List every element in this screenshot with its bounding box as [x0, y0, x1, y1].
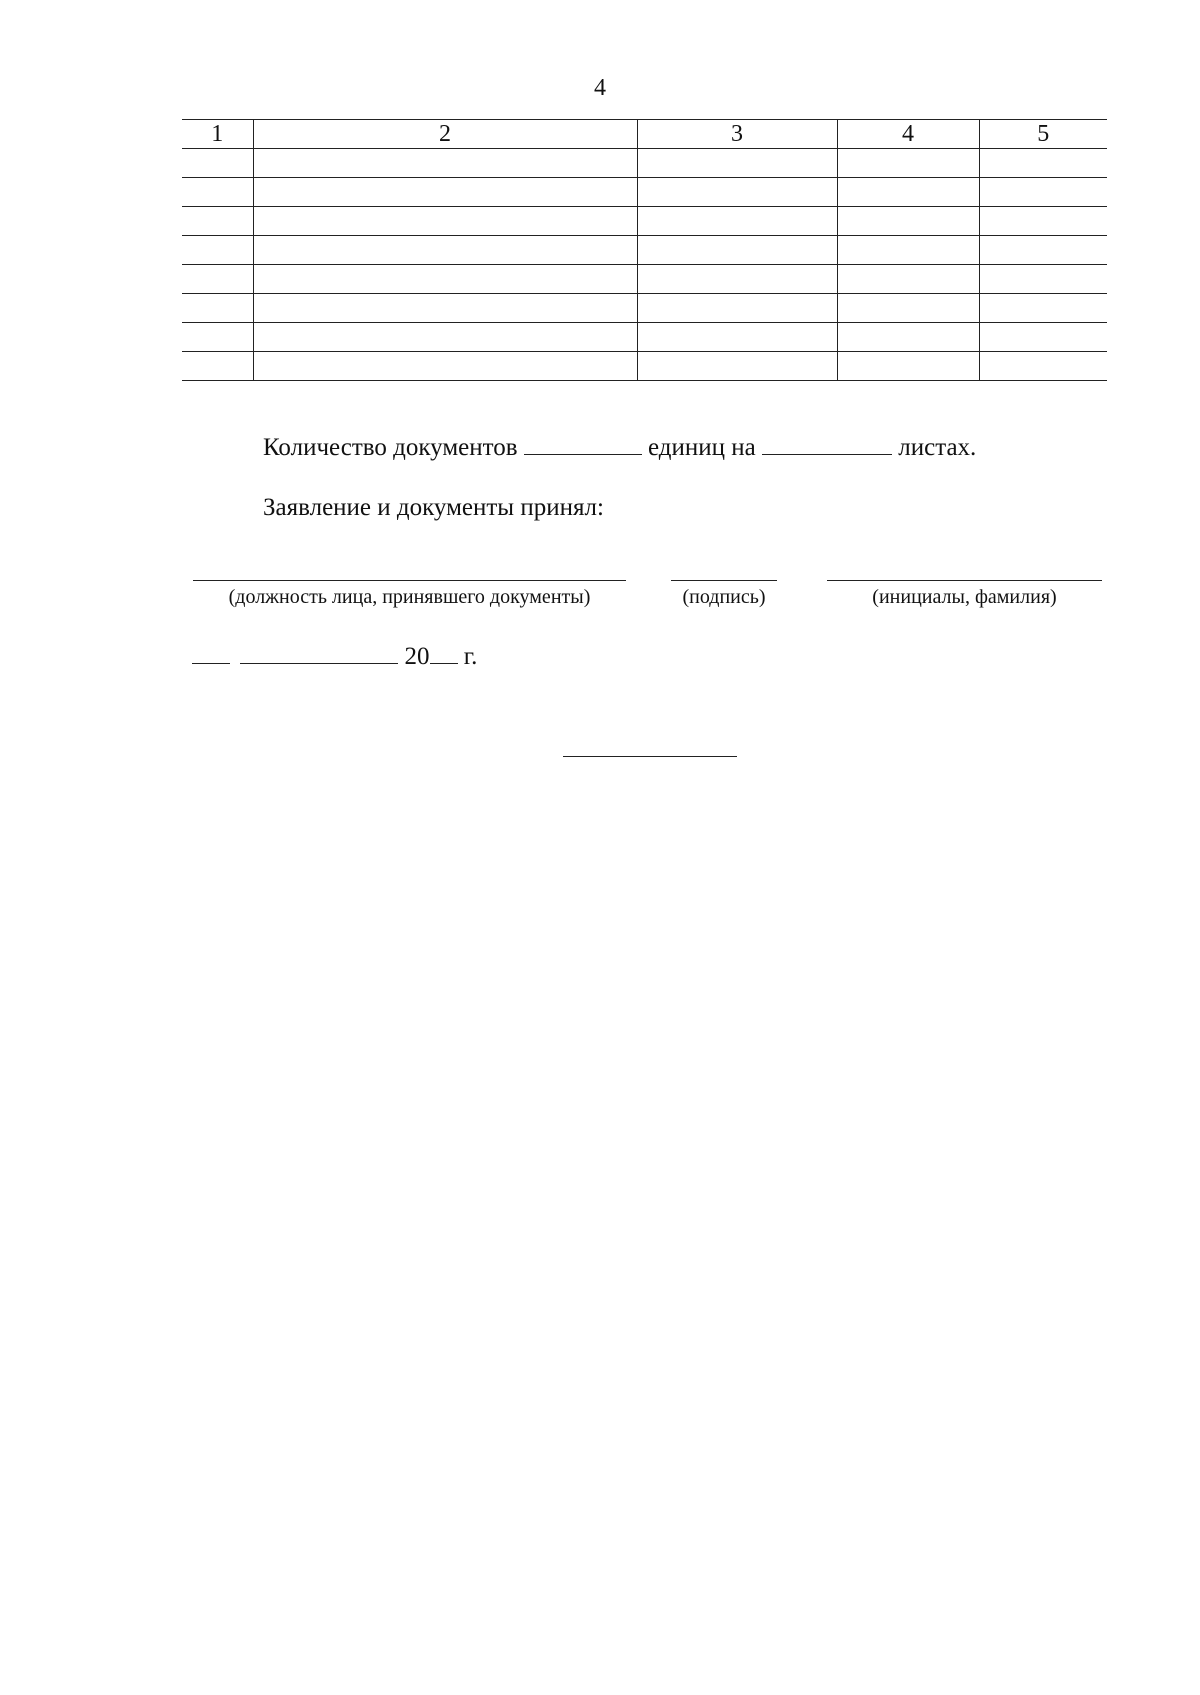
accepted-by-line: Заявление и документы принял: — [263, 494, 604, 521]
name-blank[interactable] — [827, 580, 1102, 581]
table-cell[interactable] — [182, 352, 253, 381]
column-header-5: 5 — [979, 120, 1107, 149]
table-cell[interactable] — [979, 178, 1107, 207]
column-header-1: 1 — [182, 120, 253, 149]
table-cell[interactable] — [182, 207, 253, 236]
name-caption: (инициалы, фамилия) — [872, 586, 1057, 608]
table-cell[interactable] — [637, 265, 837, 294]
table-cell[interactable] — [637, 178, 837, 207]
table-cell[interactable] — [637, 236, 837, 265]
table-cell[interactable] — [979, 207, 1107, 236]
table-cell[interactable] — [837, 207, 979, 236]
table-body — [182, 149, 1107, 381]
table-cell[interactable] — [979, 236, 1107, 265]
table-row — [182, 352, 1107, 381]
table-cell[interactable] — [837, 352, 979, 381]
count-prefix: Количество документов — [263, 434, 518, 461]
table-cell[interactable] — [979, 294, 1107, 323]
table-cell[interactable] — [837, 236, 979, 265]
table-row — [182, 265, 1107, 294]
date-line — [192, 641, 477, 672]
documents-table — [182, 119, 1107, 381]
table-cell[interactable] — [253, 178, 637, 207]
table-cell[interactable] — [253, 236, 637, 265]
table-cell[interactable] — [837, 323, 979, 352]
table-cell[interactable] — [637, 294, 837, 323]
table-cell[interactable] — [837, 265, 979, 294]
column-header-4: 4 — [837, 120, 979, 149]
table-row — [182, 236, 1107, 265]
table-cell[interactable] — [637, 352, 837, 381]
table-cell[interactable] — [253, 207, 637, 236]
year-prefix: 20 — [404, 643, 430, 670]
table-cell[interactable] — [979, 323, 1107, 352]
table-cell[interactable] — [637, 323, 837, 352]
count-middle: единиц на — [648, 434, 756, 461]
table-cell[interactable] — [837, 149, 979, 178]
position-blank[interactable] — [193, 580, 626, 581]
table-cell[interactable] — [979, 265, 1107, 294]
sheets-blank[interactable] — [762, 432, 892, 455]
table-cell[interactable] — [979, 352, 1107, 381]
table-cell[interactable] — [253, 149, 637, 178]
table-cell[interactable] — [637, 207, 837, 236]
closing-rule — [563, 756, 737, 757]
table-cell[interactable] — [182, 265, 253, 294]
count-suffix: листах. — [898, 434, 977, 461]
signature-caption: (подпись) — [682, 586, 766, 608]
table-cell[interactable] — [979, 149, 1107, 178]
table-row — [182, 149, 1107, 178]
table-cell[interactable] — [837, 294, 979, 323]
table-cell[interactable] — [637, 149, 837, 178]
table-row — [182, 323, 1107, 352]
units-blank[interactable] — [524, 432, 642, 455]
table-header-row — [182, 120, 1107, 149]
table-cell[interactable] — [182, 149, 253, 178]
table-row — [182, 294, 1107, 323]
page-number: 4 — [594, 75, 606, 101]
year-suffix: г. — [463, 643, 478, 670]
table-cell[interactable] — [182, 294, 253, 323]
column-header-3: 3 — [637, 120, 837, 149]
table-cell[interactable] — [182, 178, 253, 207]
document-count-line — [263, 432, 976, 463]
table-cell[interactable] — [182, 323, 253, 352]
table-row — [182, 178, 1107, 207]
month-blank[interactable] — [240, 641, 398, 664]
year-blank[interactable] — [430, 641, 458, 664]
table-cell[interactable] — [182, 236, 253, 265]
column-header-2: 2 — [253, 120, 637, 149]
day-blank[interactable] — [192, 641, 230, 664]
table-cell[interactable] — [253, 323, 637, 352]
table-cell[interactable] — [837, 178, 979, 207]
table-cell[interactable] — [253, 265, 637, 294]
position-caption: (должность лица, принявшего документы) — [228, 586, 591, 608]
signature-blank[interactable] — [671, 580, 777, 581]
table-cell[interactable] — [253, 352, 637, 381]
table-row — [182, 207, 1107, 236]
table-cell[interactable] — [253, 294, 637, 323]
